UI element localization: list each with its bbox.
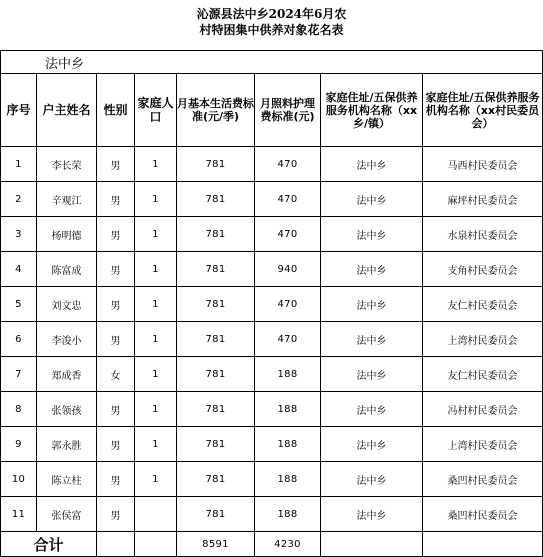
total-row [1,532,543,557]
cell-gender: 男 [97,252,135,287]
total-empty [321,532,423,557]
total-empty [135,532,177,557]
cell-care-fee: 188 [255,357,321,392]
table-row [1,357,543,392]
table-row [1,462,543,497]
cell-gender: 男 [97,217,135,252]
cell-care-fee: 470 [255,322,321,357]
sheet-title-line-1: 沁源县法中乡2024年6月农 [196,7,347,21]
cell-basic-living: 781 [177,252,255,287]
cell-basic-living: 781 [177,182,255,217]
cell-household: 1 [135,287,177,322]
cell-household: 1 [135,427,177,462]
cell-village: 支角村民委员会 [423,252,543,287]
cell-care-fee: 470 [255,147,321,182]
table-row [1,287,543,322]
cell-name: 李浚小 [37,322,97,357]
cell-care-fee: 188 [255,497,321,532]
header-name: 户主姓名 [37,74,97,147]
cell-care-fee: 188 [255,462,321,497]
sheet-title-line-2: 村特困集中供养对象花名表 [199,23,344,37]
cell-township: 法中乡 [321,497,423,532]
header-household: 家庭人口 [135,74,177,147]
total-label: 合计 [1,532,97,557]
cell-seq: 10 [1,462,37,497]
cell-basic-living: 781 [177,147,255,182]
cell-village: 水泉村民委员会 [423,217,543,252]
header-row [1,74,543,147]
cell-household: 1 [135,252,177,287]
total-care-fee: 4230 [255,532,321,557]
cell-name: 李长荣 [37,147,97,182]
region-label: 法中乡 [1,51,543,74]
header-address-village: 家庭住址/五保供养服务机构名称（xx村民委员会） [423,74,543,147]
table-row [1,392,543,427]
cell-name: 辛观江 [37,182,97,217]
cell-gender: 男 [97,497,135,532]
cell-seq: 2 [1,182,37,217]
cell-household [135,497,177,532]
cell-seq: 11 [1,497,37,532]
cell-basic-living: 781 [177,392,255,427]
cell-township: 法中乡 [321,147,423,182]
header-care-fee: 月照料护理费标准(元) [255,74,321,147]
cell-gender: 女 [97,357,135,392]
cell-basic-living: 781 [177,322,255,357]
cell-seq: 7 [1,357,37,392]
cell-household: 1 [135,357,177,392]
region-row [1,51,543,74]
cell-seq: 3 [1,217,37,252]
cell-gender: 男 [97,182,135,217]
cell-name: 郭永胜 [37,427,97,462]
table-row [1,497,543,532]
cell-gender: 男 [97,287,135,322]
cell-household: 1 [135,392,177,427]
cell-seq: 9 [1,427,37,462]
total-empty [423,532,543,557]
cell-household: 1 [135,147,177,182]
cell-household: 1 [135,462,177,497]
cell-household: 1 [135,182,177,217]
table-row [1,322,543,357]
cell-care-fee: 470 [255,182,321,217]
cell-township: 法中乡 [321,252,423,287]
cell-household: 1 [135,217,177,252]
cell-name: 陈富成 [37,252,97,287]
header-basic-living: 月基本生活费标准(元/季) [177,74,255,147]
cell-village: 上湾村民委员会 [423,322,543,357]
cell-care-fee: 470 [255,217,321,252]
cell-township: 法中乡 [321,392,423,427]
total-basic-living: 8591 [177,532,255,557]
cell-township: 法中乡 [321,322,423,357]
table-row [1,147,543,182]
cell-village: 桑凹村民委员会 [423,462,543,497]
cell-name: 郑成香 [37,357,97,392]
cell-care-fee: 188 [255,392,321,427]
cell-seq: 1 [1,147,37,182]
cell-gender: 男 [97,147,135,182]
header-address-township: 家庭住址/五保供养服务机构名称（xx乡/镇） [321,74,423,147]
cell-name: 刘文忠 [37,287,97,322]
header-seq: 序号 [1,74,37,147]
table-row [1,182,543,217]
cell-household: 1 [135,322,177,357]
cell-seq: 4 [1,252,37,287]
cell-village: 马西村民委员会 [423,147,543,182]
sheet-title [0,6,543,38]
cell-township: 法中乡 [321,357,423,392]
cell-basic-living: 781 [177,217,255,252]
cell-name: 陈立柱 [37,462,97,497]
roster-table [0,50,543,557]
cell-seq: 8 [1,392,37,427]
table-row [1,252,543,287]
cell-village: 麻坪村民委员会 [423,182,543,217]
cell-basic-living: 781 [177,357,255,392]
cell-care-fee: 940 [255,252,321,287]
cell-township: 法中乡 [321,217,423,252]
cell-village: 上湾村民委员会 [423,427,543,462]
cell-basic-living: 781 [177,427,255,462]
cell-gender: 男 [97,462,135,497]
cell-gender: 男 [97,322,135,357]
cell-seq: 6 [1,322,37,357]
cell-name: 张侯富 [37,497,97,532]
table-row [1,427,543,462]
cell-basic-living: 781 [177,287,255,322]
total-empty [97,532,135,557]
cell-basic-living: 781 [177,462,255,497]
cell-care-fee: 470 [255,287,321,322]
cell-village: 冯村村民委员会 [423,392,543,427]
cell-gender: 男 [97,392,135,427]
cell-gender: 男 [97,427,135,462]
cell-name: 杨明德 [37,217,97,252]
cell-name: 张领孩 [37,392,97,427]
cell-basic-living: 781 [177,497,255,532]
cell-township: 法中乡 [321,427,423,462]
cell-township: 法中乡 [321,287,423,322]
cell-seq: 5 [1,287,37,322]
cell-township: 法中乡 [321,462,423,497]
cell-village: 桑凹村民委员会 [423,497,543,532]
cell-care-fee: 188 [255,427,321,462]
table-row [1,217,543,252]
cell-township: 法中乡 [321,182,423,217]
header-gender: 性别 [97,74,135,147]
cell-village: 友仁村民委员会 [423,357,543,392]
cell-village: 友仁村民委员会 [423,287,543,322]
